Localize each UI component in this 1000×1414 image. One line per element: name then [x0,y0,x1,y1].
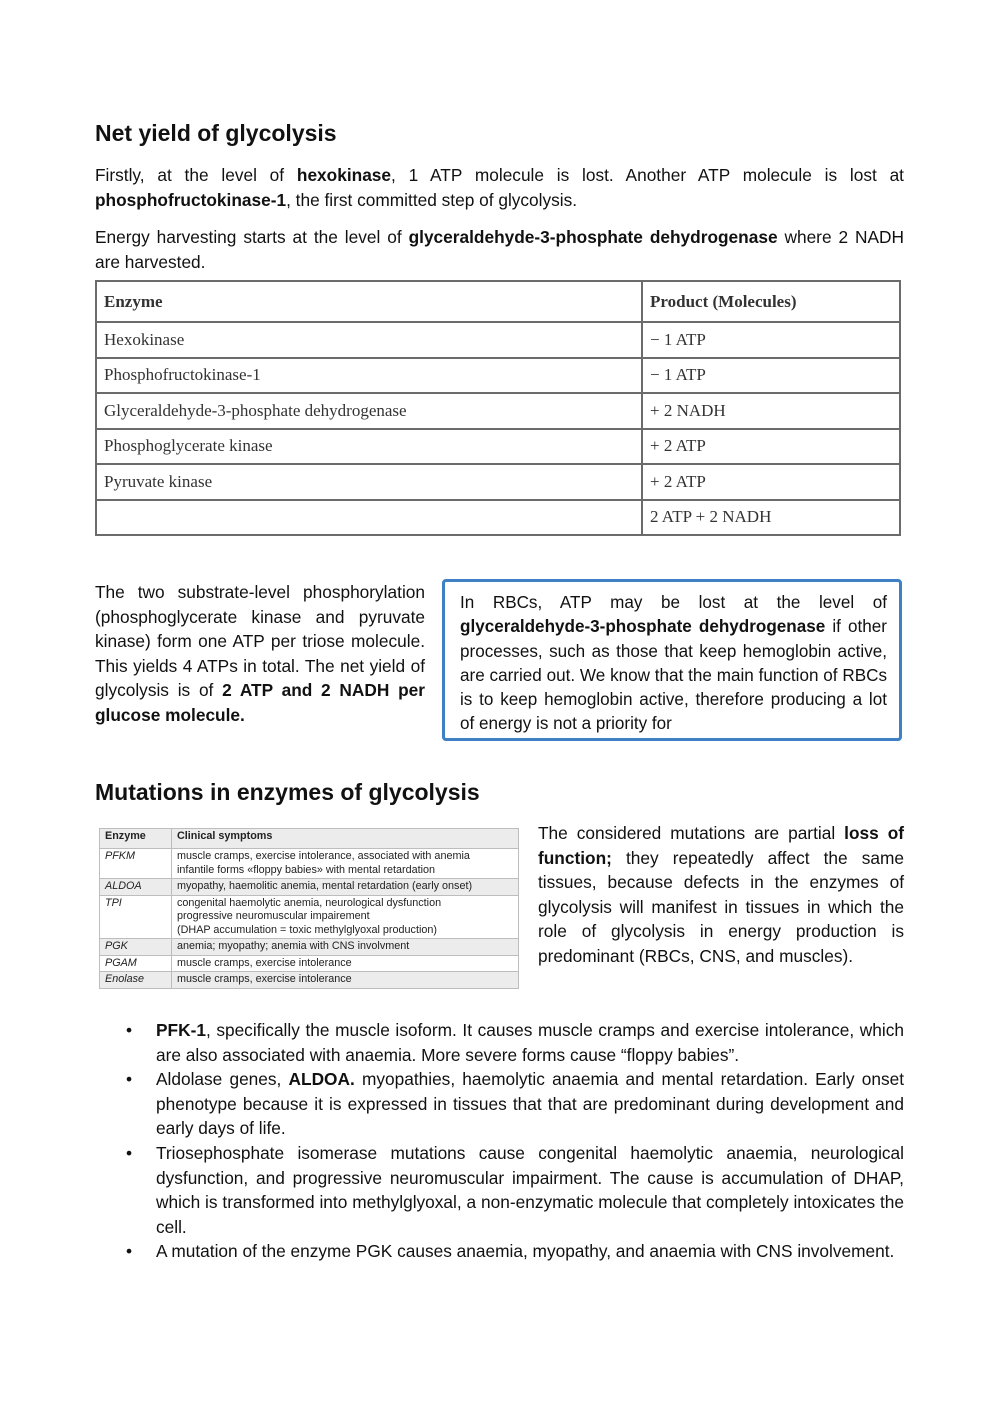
cell-enzyme: PGK [100,939,172,956]
symptom-line: congenital haemolytic anemia, neurological dysfunction [177,896,442,909]
cell-enzyme [96,500,642,536]
table-row [100,879,519,896]
heading-mutations: Mutations in enzymes of glycolysis [95,779,480,805]
header-symptoms: Clinical symptoms [172,829,519,849]
table-row [100,895,519,939]
cell-symptoms [172,972,519,989]
cell-enzyme: ALDOA [100,879,172,896]
symptom-line: muscle cramps, exercise intolerance [177,956,352,969]
cell-enzyme: Hexokinase [96,322,642,358]
heading-net-yield: Net yield of glycolysis [95,120,337,146]
list-item: • A mutation of the enzyme PGK causes anaemia, myopathy, and anaemia with CNS involvement. [156,1239,904,1264]
mutation-bullet-list [126,1018,904,1264]
paragraph-atp-loss: Firstly, at the level of hexokinase, 1 ATP molecule is lost. Another ATP molecule is lost at phosphofructokinase-1, the first committed step of glycolysis. [95,165,904,210]
cell-enzyme: Glyceraldehyde-3-phosphate dehydrogenase [96,393,642,429]
table-row [96,322,900,358]
symptom-line: anemia; myopathy; anemia with CNS involvment [177,940,410,952]
rbc-note-box [442,579,902,741]
clinical-symptoms-table [99,828,519,989]
cell-enzyme: Phosphoglycerate kinase [96,429,642,465]
cell-product: − 1 ATP [642,358,900,394]
table-row [100,939,519,956]
table-header-row [100,829,519,849]
list-item: • Aldolase genes, ALDOA. myopathies, haemolytic anaemia and mental retardation. Early onset phenotype because it is expressed in tissues that that are predominant during development and early days of life. [126,1069,904,1139]
table-header-row [96,281,900,322]
cell-enzyme: TPI [100,895,172,939]
cell-symptoms [172,879,519,896]
cell-enzyme: PGAM [100,955,172,972]
yield-table [95,280,901,536]
symptom-line: muscle cramps, exercise intolerance, associated with anemia [177,850,470,862]
symptom-line: (DHAP accumulation = toxic methylglyoxal production) [177,923,437,936]
cell-symptoms [172,849,519,879]
list-item: • Triosephosphate isomerase mutations cause congenital haemolytic anaemia, neurological dysfunction, and progressive neuromuscular impairment. The cause is accumulation of DHAP, which is transformed into methylglyoxal, a non-enzymatic molecule that completely intoxicates the cell. [126,1142,904,1237]
table-row [100,849,519,879]
header-product: Product (Molecules) [642,281,900,322]
list-item: • PFK-1, specifically the muscle isoform. It causes muscle cramps and exercise intolerance, which are also associated with anaemia. More severe forms cause “floppy babies”. [126,1020,904,1065]
header-enzyme: Enzyme [100,829,172,849]
symptom-line: progressive neuromuscular impairement [177,910,370,922]
cell-enzyme: Enolase [100,972,172,989]
paragraph-net-yield: The two substrate-level phosphorylation (phosphoglycerate kinase and pyruvate kinase) form one ATP per triose molecule. This yields 4 ATPs in total. The net yield of glycolysis is of 2 ATP and 2 NADH per glucose molecule. [95,582,425,725]
table-row [96,464,900,500]
cell-product: + 2 ATP [642,429,900,465]
cell-enzyme: PFKM [100,849,172,879]
table-row-total [96,500,900,536]
cell-symptoms [172,895,519,939]
cell-symptoms [172,939,519,956]
table-row [100,972,519,989]
cell-product-total: 2 ATP + 2 NADH [642,500,900,536]
paragraph-energy-harvest: Energy harvesting starts at the level of glyceraldehyde-3-phosphate dehydrogenase where 2 NADH are harvested. [95,227,904,272]
cell-enzyme: Pyruvate kinase [96,464,642,500]
table-row [100,955,519,972]
symptom-line: infantile forms «floppy babies» with mental retardation [177,863,436,876]
table-row [96,358,900,394]
cell-enzyme: Phosphofructokinase-1 [96,358,642,394]
bullet-icon: • [126,1020,133,1040]
bullet-icon: • [126,1241,133,1262]
cell-product: + 2 NADH [642,393,900,429]
symptom-line: muscle cramps, exercise intolerance [177,973,352,985]
bullet-icon: • [126,1142,133,1163]
symptom-line: myopathy, haemolitic anemia, mental retardation (early onset) [177,880,473,892]
cell-symptoms [172,955,519,972]
bullet-icon: • [126,1069,133,1090]
cell-product: − 1 ATP [642,322,900,358]
rbc-note-text: In RBCs, ATP may be lost at the level of glyceraldehyde-3-phosphate dehydrogenase if other processes, such as those that keep hemoglobin active, are carried out. We know that the main function of RBCs is to keep hemoglobin active, therefore producing a lot of energy is not a priority for [460,593,887,734]
header-enzyme: Enzyme [96,281,642,322]
table-row [96,429,900,465]
table-row [96,393,900,429]
cell-product: + 2 ATP [642,464,900,500]
paragraph-loss-of-function: The considered mutations are partial loss of function; they repeatedly affect the same tissues, because defects in the enzymes of glycolysis will manifest in tissues in which the role of glycolysis in energy production is predominant (RBCs, CNS, and muscles). [538,823,904,966]
